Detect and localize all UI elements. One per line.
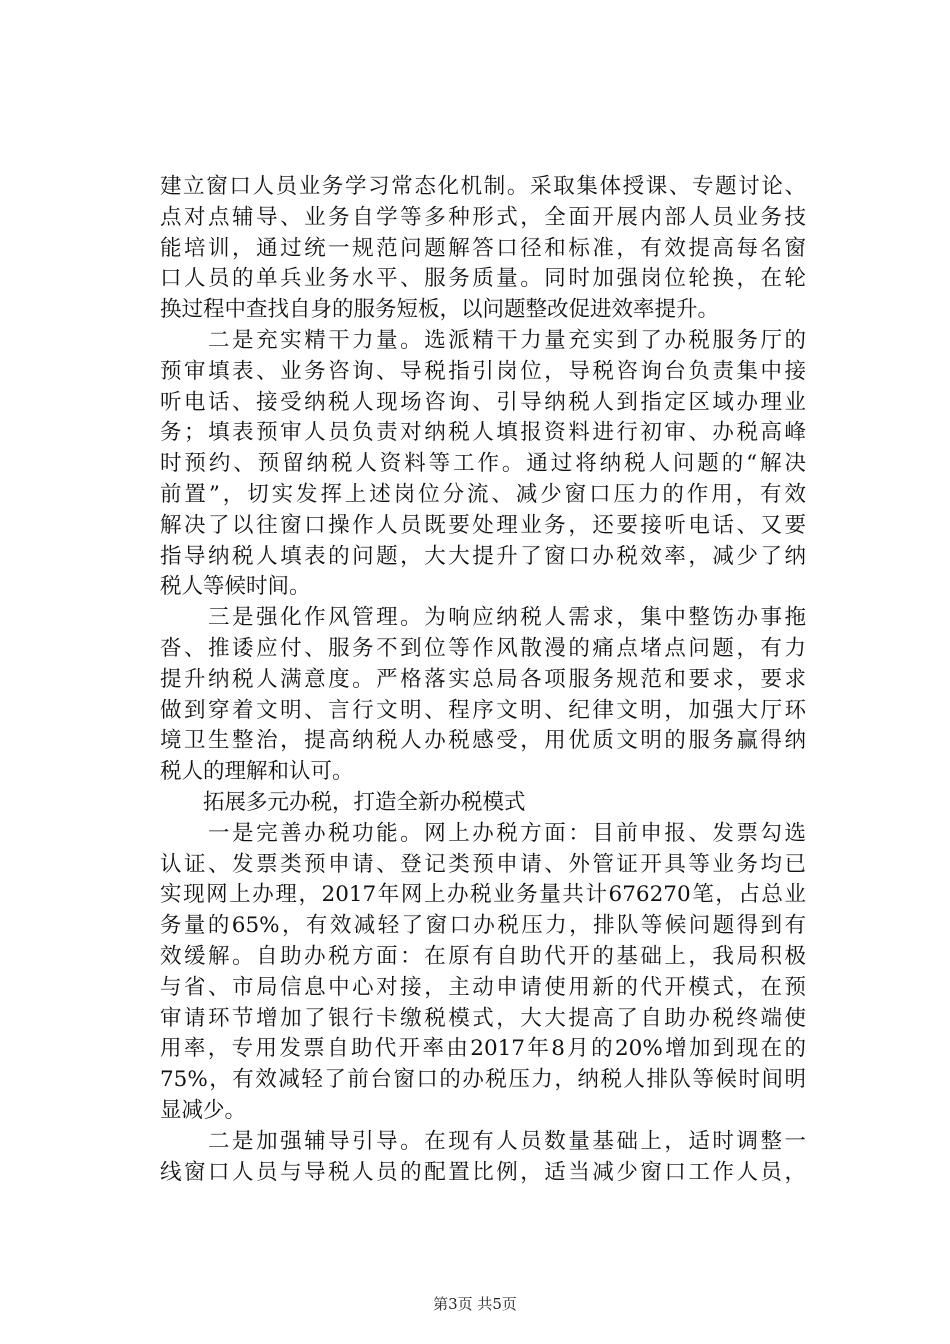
body-line: 显减少。 — [160, 1097, 247, 1123]
body-line: 听电话、接受纳税人现场咨询、引导纳税人到指定区域办理业 — [160, 389, 806, 415]
body-line: 税人等候时间。 — [160, 574, 311, 600]
body-line: 75%，有效减轻了前台窗口的办税压力，纳税人排队等候时间明 — [160, 1067, 806, 1093]
document-body — [160, 172, 806, 1188]
body-line: 务；填表预审人员负责对纳税人填报资料进行初审、办税高峰 — [160, 420, 806, 446]
body-line: 效缓解。自助办税方面：在原有自助代开的基础上，我局积极 — [160, 943, 806, 969]
body-line: 能培训，通过统一规范问题解答口径和标准，有效提高每名窗 — [160, 235, 806, 261]
body-line: 税人的理解和认可。 — [160, 759, 354, 785]
body-line: 做到穿着文明、言行文明、程序文明、纪律文明，加强大厅环 — [160, 697, 806, 723]
body-line: 时预约、预留纳税人资料等工作。通过将纳税人问题的“解决 — [160, 451, 806, 477]
body-line: 一是完善办税功能。网上办税方面：目前申报、发票勾选 — [160, 820, 806, 846]
body-line: 预审填表、业务咨询、导税指引岗位，导税咨询台负责集中接 — [160, 358, 806, 384]
body-line: 沓、推诿应付、服务不到位等作风散漫的痛点堵点问题，有力 — [160, 635, 806, 661]
body-line: 前置”，切实发挥上述岗位分流、减少窗口压力的作用，有效 — [160, 481, 806, 507]
body-line: 实现网上办理，2017年网上办税业务量共计676270笔，占总业 — [160, 882, 806, 908]
body-line: 口人员的单兵业务水平、服务质量。同时加强岗位轮换，在轮 — [160, 266, 806, 292]
body-line: 与省、市局信息中心对接，主动申请使用新的代开模式，在预 — [160, 974, 806, 1000]
body-line: 二是加强辅导引导。在现有人员数量基础上，适时调整一 — [160, 1128, 806, 1154]
body-line: 境卫生整治，提高纳税人办税感受，用优质文明的服务赢得纳 — [160, 728, 806, 754]
body-line: 换过程中查找自身的服务短板，以问题整改促进效率提升。 — [160, 297, 720, 323]
body-line: 用率，专用发票自助代开率由2017年8月的20%增加到现在的 — [160, 1036, 806, 1062]
body-line: 二是充实精干力量。选派精干力量充实到了办税服务厅的 — [160, 327, 806, 353]
body-line: 务量的65%，有效减轻了窗口办税压力，排队等候问题得到有 — [160, 913, 806, 939]
body-line: 认证、发票类预申请、登记类预申请、外管证开具等业务均已 — [160, 851, 806, 877]
page-footer: 第3页 共5页 — [433, 1295, 517, 1313]
body-line: 解决了以往窗口操作人员既要处理业务，还要接听电话、又要 — [160, 512, 806, 538]
body-line: 点对点辅导、业务自学等多种形式，全面开展内部人员业务技 — [160, 204, 806, 230]
body-line: 提升纳税人满意度。严格落实总局各项服务规范和要求，要求 — [160, 666, 806, 692]
body-line: 审请环节增加了银行卡缴税模式，大大提高了自助办税终端使 — [160, 1005, 806, 1031]
body-line: 指导纳税人填表的问题，大大提升了窗口办税效率，减少了纳 — [160, 543, 806, 569]
body-line: 三是强化作风管理。为响应纳税人需求，集中整饬办事拖 — [160, 605, 806, 631]
body-line: 建立窗口人员业务学习常态化机制。采取集体授课、专题讨论、 — [160, 174, 806, 199]
body-line: 线窗口人员与导税人员的配置比例，适当减少窗口工作人员， — [160, 1159, 806, 1185]
section-heading: 拓展多元办税，打造全新办税模式 — [160, 789, 526, 815]
